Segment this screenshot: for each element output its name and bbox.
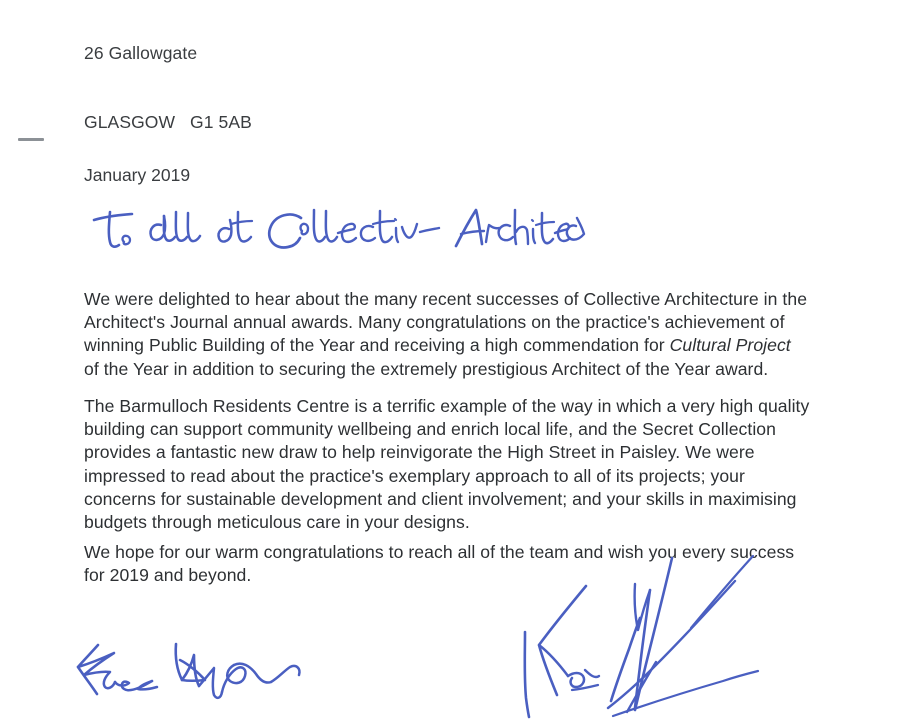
address-city-postcode: GLASGOW G1 5AB bbox=[84, 112, 252, 132]
paragraph-3-line-2: for 2019 and beyond. bbox=[84, 565, 252, 586]
margin-dash-artifact bbox=[18, 138, 44, 141]
paragraph-2-line-3: provides a fantastic new draw to help reinvigorate the High Street in Paisley. We were bbox=[84, 442, 755, 463]
address-block bbox=[84, 0, 252, 180]
paragraph-2-line-6: budgets through meticulous care in your designs. bbox=[84, 512, 470, 533]
paragraph-1-line-4: of the Year in addition to securing the extremely prestigious Architect of the Year award. bbox=[84, 358, 769, 379]
body-paragraph-2 bbox=[84, 395, 844, 534]
paragraph-2-line-2: building can support community wellbeing and enrich local life, and the Secret Collection bbox=[84, 419, 776, 440]
handwritten-signature-left bbox=[62, 628, 312, 720]
address-street: 26 Gallowgate bbox=[84, 43, 198, 63]
paragraph-3-line-1: We hope for our warm congratulations to reach all of the team and wish you every success bbox=[84, 542, 795, 562]
handwritten-signature-right bbox=[495, 548, 760, 720]
paragraph-1-line-3 bbox=[84, 334, 844, 357]
paragraph-2-line-1: The Barmulloch Residents Centre is a terrific example of the way in which a very high quality bbox=[84, 396, 810, 416]
paragraph-1-line-1: We were delighted to hear about the many recent successes of Collective Architecture in the bbox=[84, 289, 808, 309]
handwritten-salutation bbox=[88, 198, 588, 270]
paragraph-2-line-5: concerns for sustainable development and client involvement; and your skills in maximising bbox=[84, 488, 797, 509]
paragraph-2-line-4: impressed to read about the practice's exemplary approach to all of its projects; your bbox=[84, 465, 745, 486]
body-paragraph-1 bbox=[84, 288, 844, 381]
award-name-cultural-project: Cultural Project bbox=[669, 335, 791, 356]
paragraph-1-line-2: Architect's Journal annual awards. Many congratulations on the practice's achievement of bbox=[84, 312, 785, 333]
date-line: January 2019 bbox=[84, 165, 191, 185]
paragraph-1-line-3-text: winning Public Building of the Year and receiving a high commendation for bbox=[84, 335, 670, 356]
